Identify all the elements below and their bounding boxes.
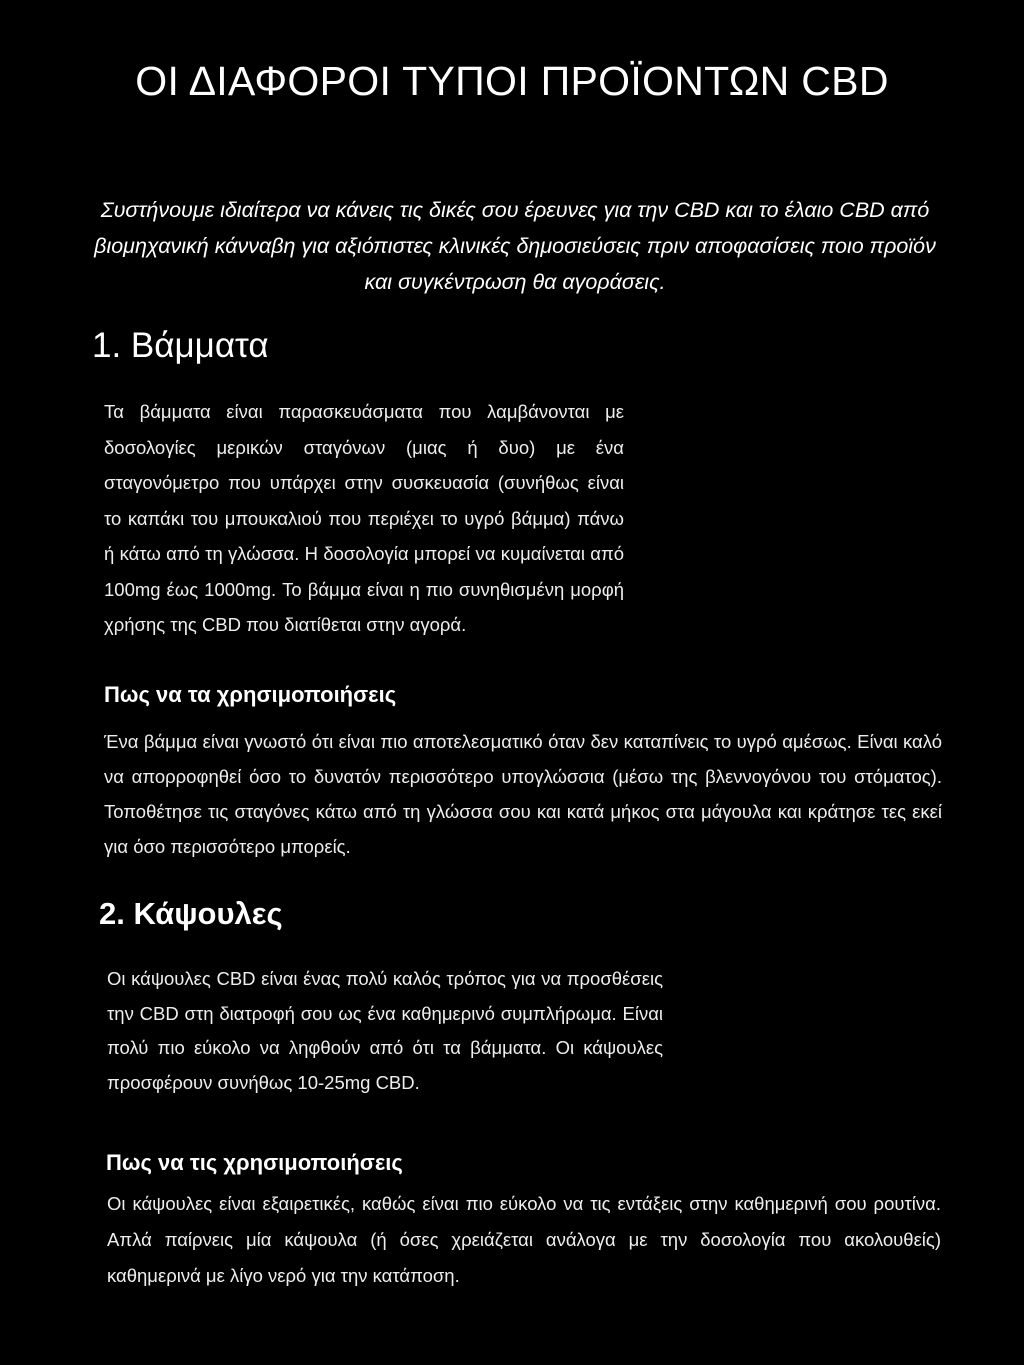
section-heading-tinctures: 1. Βάμματα	[92, 326, 269, 365]
section-heading-capsules: 2. Κάψουλες	[99, 896, 283, 931]
intro-paragraph: Συστήνουμε ιδιαίτερα να κάνεις τις δικές σου έρευνες για την CBD και το έλαιο CBD από βιομηχανική κάνναβη για αξιόπιστες κλινικές δημοσιεύσεις πριν αποφασίσεις ποιο προϊόν και συγκέντρωση θα αγοράσεις.	[94, 198, 936, 294]
tinctures-usage-text: Ένα βάμμα είναι γνωστό ότι είναι πιο αποτελεσματικό όταν δεν καταπίνεις το υγρό αμέσως. Είναι καλό να απορροφηθεί όσο το δυνατόν περισσότερο υπογλώσσια (μέσω της βλεννογόνου του στόματος). Τοποθέτησε τις σταγόνες κάτω από τη γλώσσα σου και κατά μήκος στα μάγουλα και κράτησε τες εκεί για όσο περισσότερο μπορείς.	[104, 731, 942, 857]
capsules-usage-text: Οι κάψουλες είναι εξαιρετικές, καθώς είναι πιο εύκολο να τις εντάξεις στην καθημερινή σου ρουτίνα. Απλά παίρνεις μία κάψουλα (ή όσες χρειάζεται ανάλογα με την δοσολογία που ακολουθείς) καθημερινά με λίγο νερό για την κατάποση.	[107, 1193, 941, 1286]
tinctures-usage-heading: Πως να τα χρησιμοποιήσεις	[104, 682, 397, 707]
tinctures-description: Τα βάμματα είναι παρασκευάσματα που λαμβάνονται με δοσολογίες μερικών σταγόνων (μιας ή δυο) με ένα σταγονόμετρο που υπάρχει στην συσκευασία (συνήθως είναι το καπάκι του μπουκαλιού που περιέχει το υγρό βάμμα) πάνω ή κάτω από τη γλώσσα. Η δοσολογία μπορεί να κυμαίνεται από 100mg έως 1000mg. Το βάμμα είναι η πιο συνηθισμένη μορφή χρήσης της CBD που διατίθεται στην αγορά.	[104, 401, 624, 635]
capsules-description: Οι κάψουλες CBD είναι ένας πολύ καλός τρόπος για να προσθέσεις την CBD στη διατροφή σου ως ένα καθημερινό συμπλήρωμα. Είναι πολύ πιο εύκολο να ληφθούν από ότι τα βάμματα. Οι κάψουλες προσφέρουν συνήθως 10-25mg CBD.	[107, 968, 663, 1093]
capsules-usage-heading: Πως να τις χρησιμοποιήσεις	[106, 1150, 403, 1175]
page-title: ΟΙ ΔΙΑΦΟΡΟΙ ΤΥΠΟΙ ΠΡΟΪΟΝΤΩΝ CBD	[135, 58, 889, 104]
